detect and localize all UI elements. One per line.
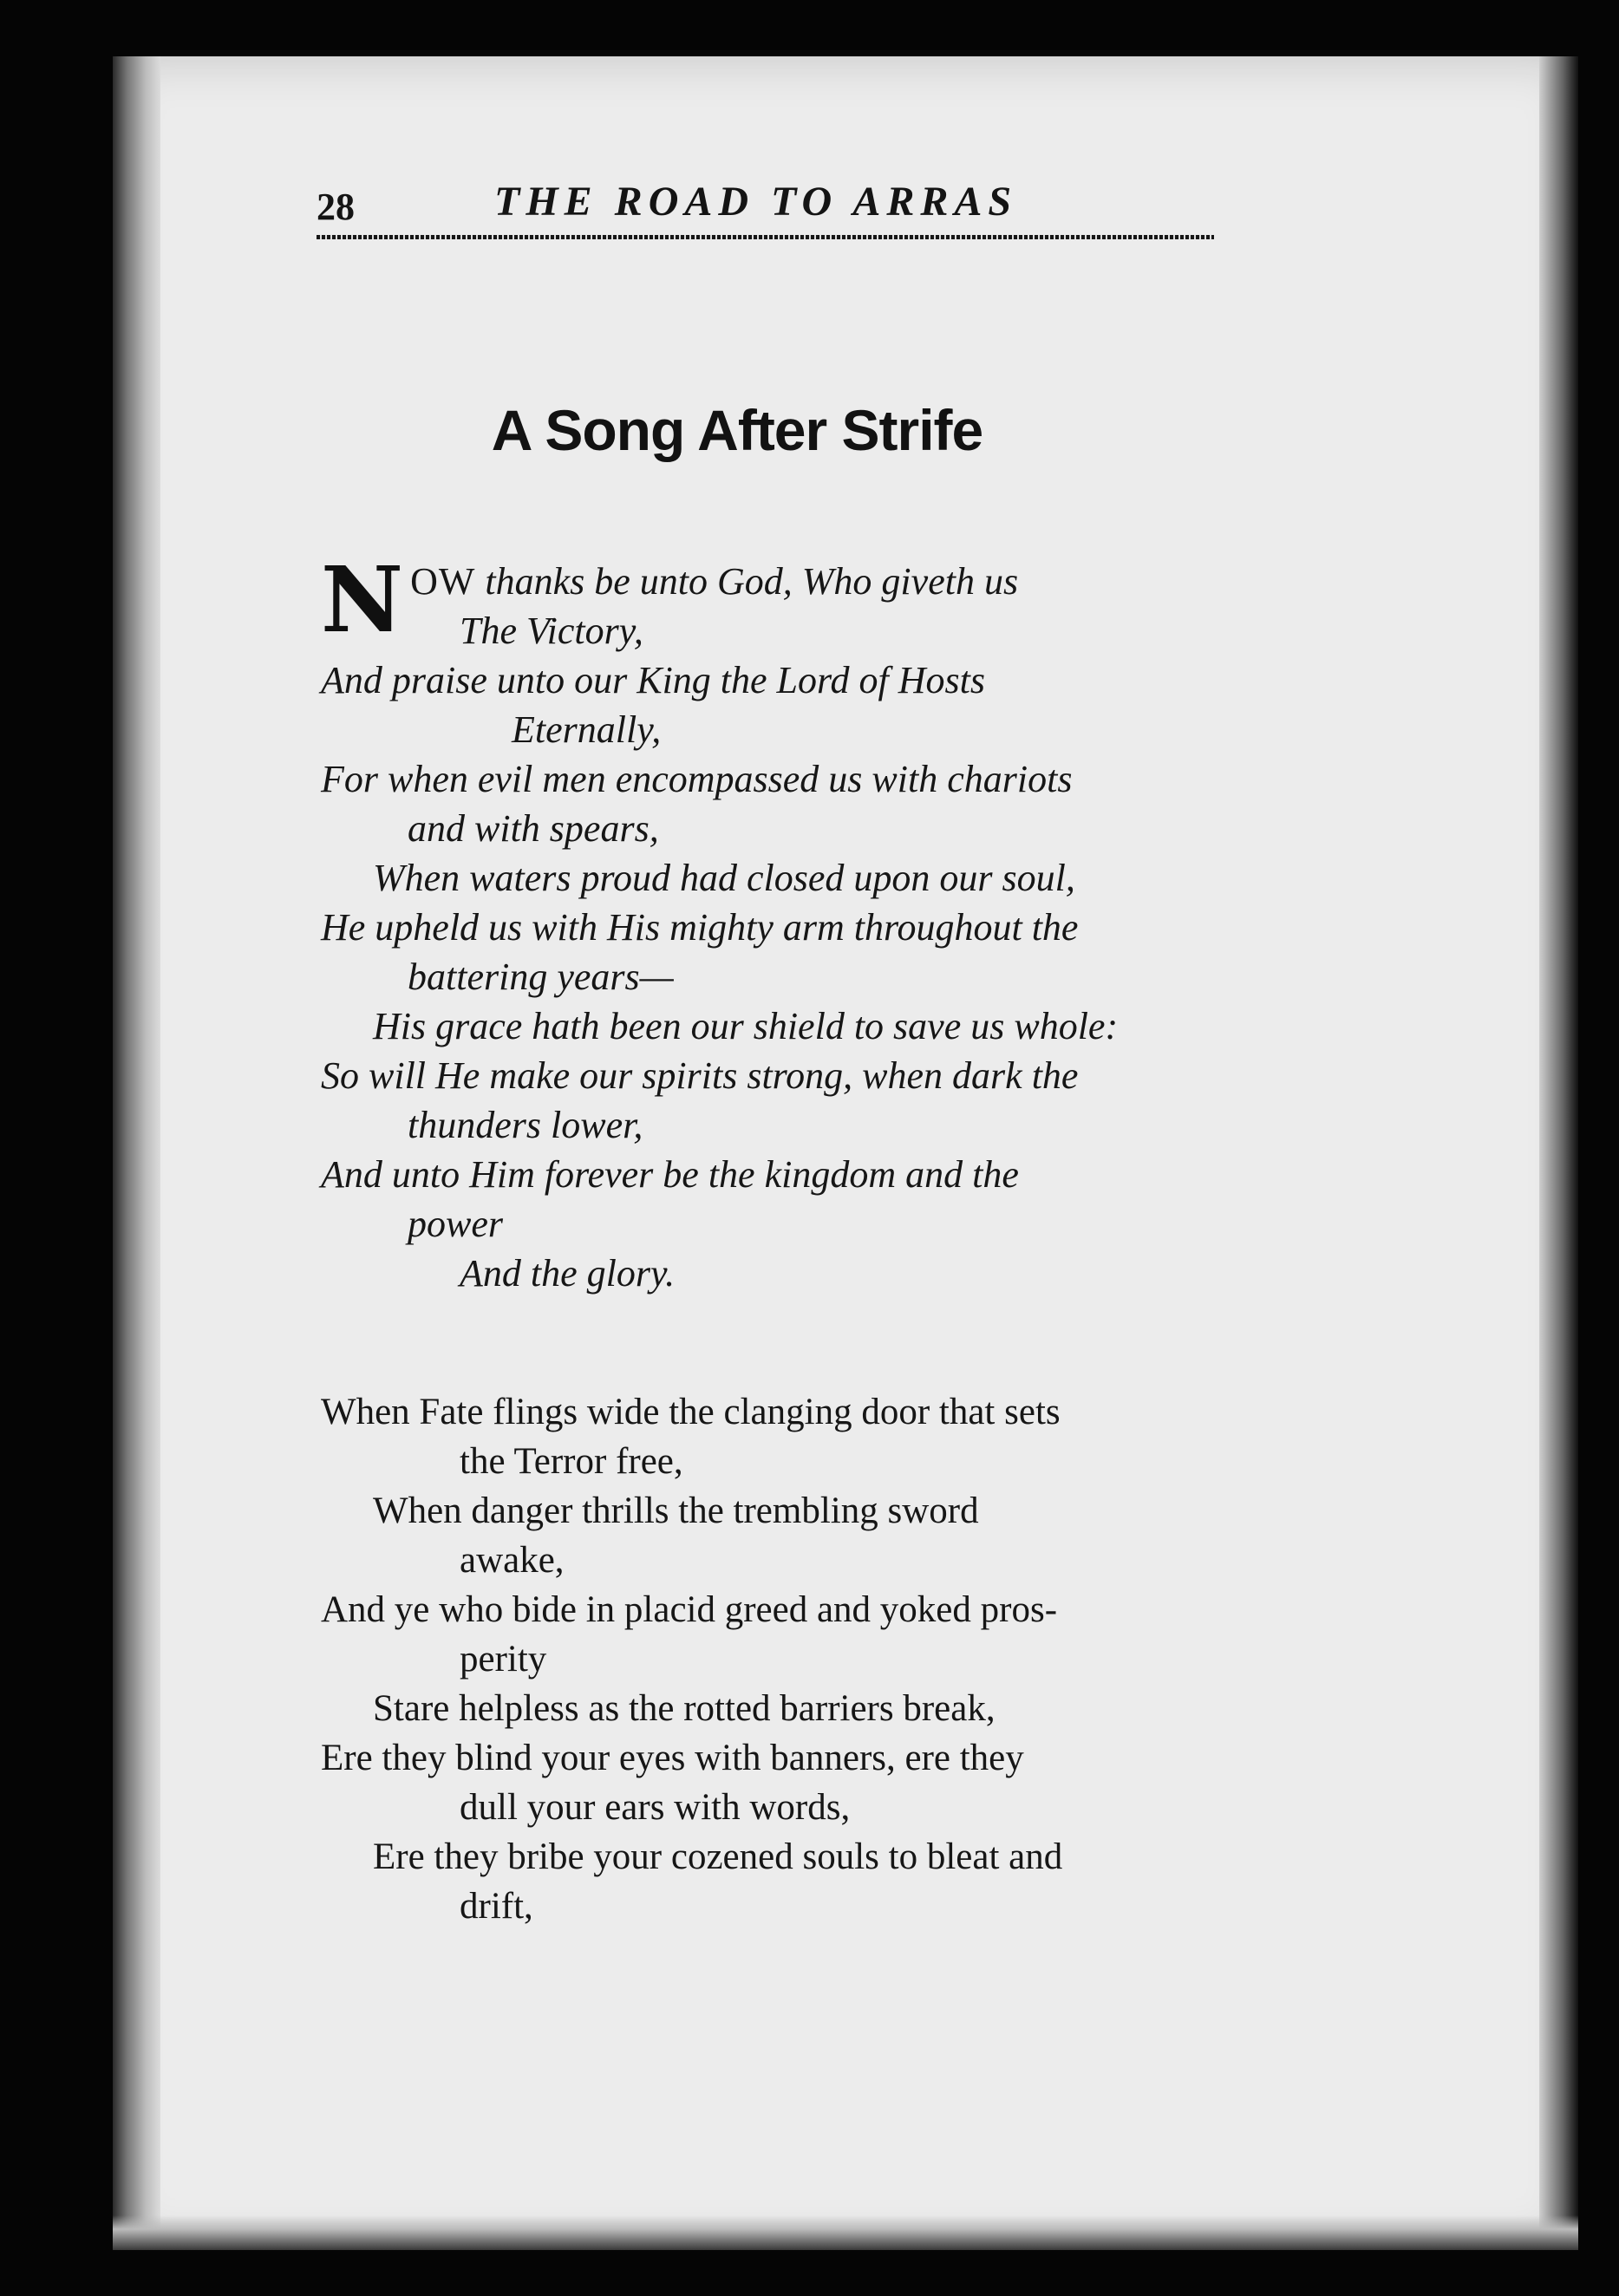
poem-title: A Song After Strife — [491, 398, 983, 462]
poem-line: And the glory. — [460, 1252, 676, 1295]
poem-line: When Fate flings wide the clanging door that sets — [321, 1392, 1061, 1432]
stanza-2 — [321, 1387, 1214, 1931]
page-binding-left — [113, 56, 160, 2250]
poem-line: And unto Him forever be the kingdom and the — [321, 1153, 1019, 1196]
poem-line: For when evil men encompassed us with chariots — [321, 758, 1073, 800]
first-line-text: thanks be unto God, Who giveth us — [485, 560, 1019, 603]
page-number: 28 — [317, 186, 355, 228]
drop-cap: N — [321, 546, 404, 653]
stanza-1 — [321, 546, 1214, 1298]
poem-line: power — [408, 1203, 503, 1245]
poem-line: He upheld us with His mighty arm throughout the — [321, 906, 1079, 949]
poem-line: His grace hath been our shield to save us whole: — [373, 1005, 1119, 1047]
book-title: THE ROAD TO ARRAS — [494, 179, 1018, 225]
poem-line: awake, — [460, 1540, 565, 1581]
poem-line: And praise unto our King the Lord of Hosts — [321, 659, 985, 701]
page-edge-right — [1539, 56, 1578, 2250]
poem-line: The Victory, — [460, 610, 643, 652]
poem-line: and with spears, — [408, 807, 659, 850]
poem-line: battering years— — [408, 956, 674, 998]
running-head — [317, 178, 1214, 238]
poem-line: perity — [460, 1639, 547, 1680]
poem-line: drift, — [460, 1886, 533, 1927]
poem-line: thunders lower, — [408, 1104, 643, 1146]
poem-line: When danger thrills the trembling sword — [373, 1490, 979, 1531]
poem-line: the Terror free, — [460, 1441, 683, 1482]
poem-line: Stare helpless as the rotted barriers break, — [373, 1688, 996, 1729]
page-edge-bottom — [113, 2215, 1578, 2250]
first-word-rest: OW — [410, 560, 476, 603]
poem-line: Ere they blind your eyes with banners, ere they — [321, 1738, 1024, 1778]
header-rule — [317, 235, 1214, 239]
poem-line: When waters proud had closed upon our soul, — [373, 857, 1075, 899]
poem-line: dull your ears with words, — [460, 1787, 851, 1828]
poem-line: Eternally, — [512, 708, 662, 751]
poem-line: So will He make our spirits strong, when dark the — [321, 1054, 1079, 1097]
poem-line: And ye who bide in placid greed and yoked pros- — [321, 1589, 1058, 1630]
poem-line: Ere they bribe your cozened souls to bleat and — [373, 1836, 1063, 1877]
